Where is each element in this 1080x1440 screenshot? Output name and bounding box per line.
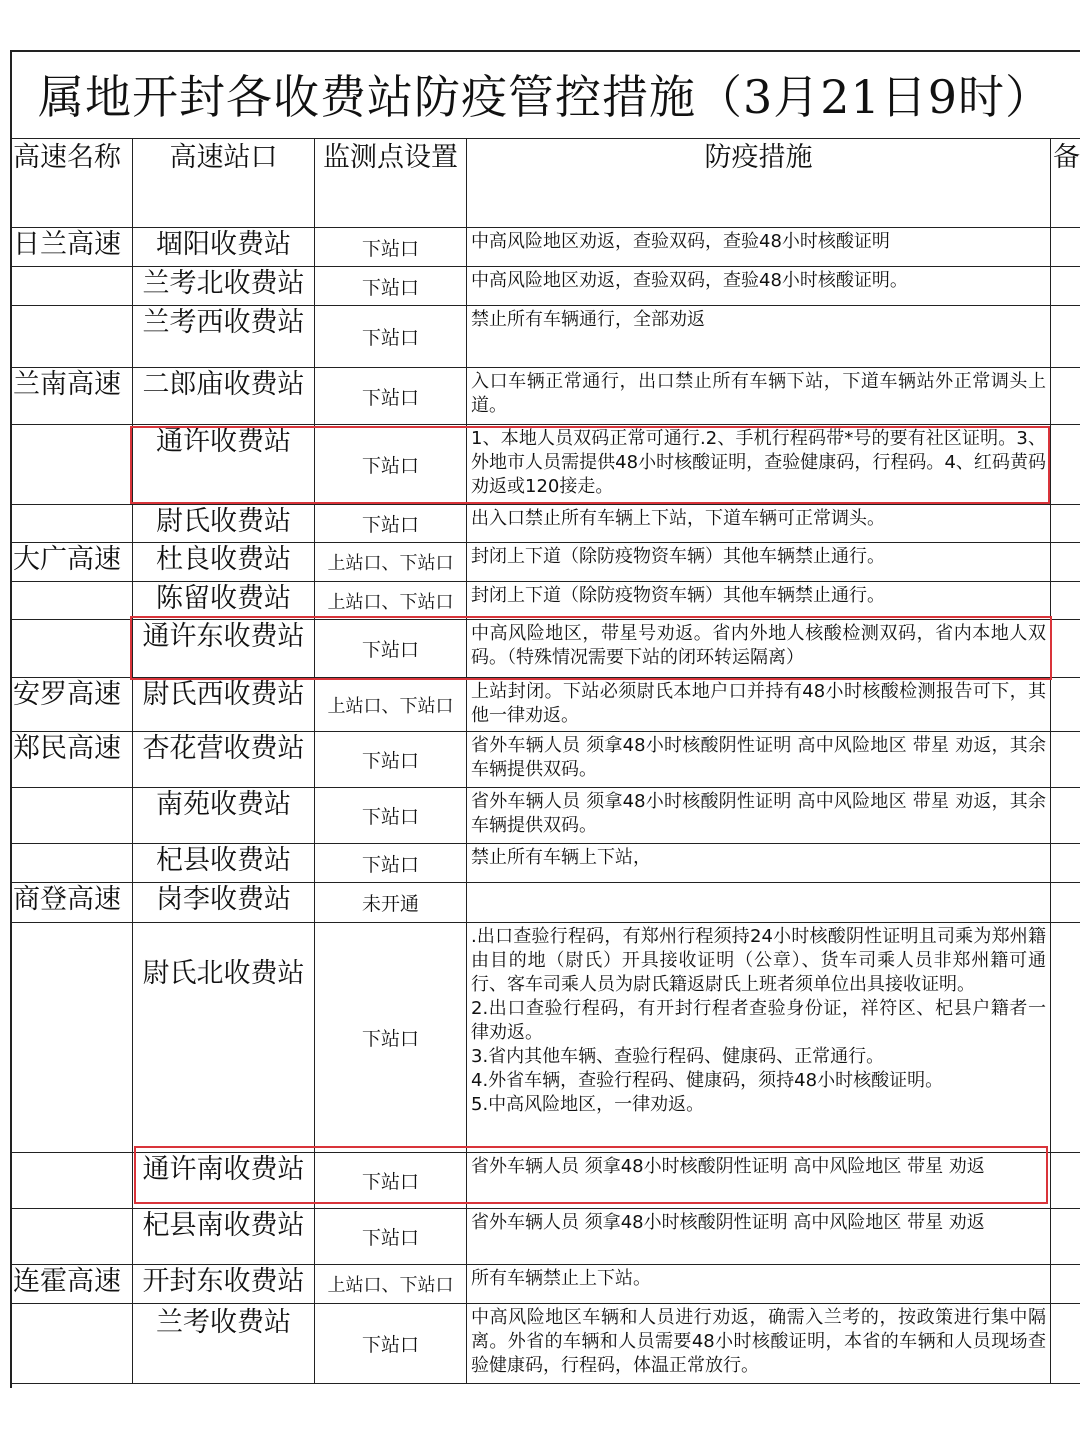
header-monitor: 监测点设置	[315, 139, 467, 228]
cell-measures: 禁止所有车辆通行，全部劝返	[467, 306, 1051, 368]
cell-remarks	[1051, 228, 1080, 267]
cell-station: 通许南收费站	[133, 1153, 315, 1209]
cell-station: 通许东收费站	[133, 620, 315, 678]
cell-highway	[11, 306, 133, 368]
table-row	[11, 1265, 1080, 1304]
cell-measures: 中高风险地区，带星号劝返。省内外地人核酸检测双码，省内本地人双码。（特殊情况需要下站的闭环转运隔离）	[467, 620, 1051, 678]
table-row	[11, 582, 1080, 620]
cell-measures: 1、本地人员双码正常可通行.2、手机行程码带*号的要有社区证明。3、外地市人员需提供48小时核酸证明，查验健康码，行程码。4、红码黄码劝返或120接走。	[467, 425, 1051, 505]
header-station: 高速站口	[133, 139, 315, 228]
cell-remarks	[1051, 368, 1080, 425]
table-row	[11, 505, 1080, 543]
cell-station: 南苑收费站	[133, 788, 315, 844]
cell-monitor: 下站口	[315, 505, 467, 543]
cell-station: 尉氏北收费站	[133, 923, 315, 1153]
table-row	[11, 883, 1080, 923]
cell-remarks	[1051, 425, 1080, 505]
cell-measures: 出入口禁止所有车辆上下站，下道车辆可正常调头。	[467, 505, 1051, 543]
cell-highway	[11, 582, 133, 620]
cell-monitor: 下站口	[315, 267, 467, 306]
cell-monitor: 未开通	[315, 883, 467, 923]
cell-monitor: 下站口	[315, 306, 467, 368]
table-body	[11, 228, 1080, 1384]
cell-station: 杏花营收费站	[133, 732, 315, 788]
cell-remarks	[1051, 543, 1080, 582]
cell-station: 开封东收费站	[133, 1265, 315, 1304]
cell-remarks	[1051, 582, 1080, 620]
cell-remarks	[1051, 678, 1080, 732]
cell-highway	[11, 425, 133, 505]
cell-measures: 禁止所有车辆上下站，	[467, 844, 1051, 883]
cell-remarks	[1051, 620, 1080, 678]
cell-highway: 连霍高速	[11, 1265, 133, 1304]
cell-monitor: 上站口、下站口	[315, 678, 467, 732]
cell-remarks	[1051, 306, 1080, 368]
table-row	[11, 923, 1080, 1153]
cell-remarks	[1051, 1209, 1080, 1265]
cell-remarks	[1051, 923, 1080, 1153]
table-row	[11, 1304, 1080, 1384]
cell-remarks	[1051, 1153, 1080, 1209]
cell-remarks	[1051, 788, 1080, 844]
table-row	[11, 368, 1080, 425]
header-highway: 高速名称	[11, 139, 133, 228]
cell-station: 尉氏西收费站	[133, 678, 315, 732]
highlight-box-tongxu	[130, 426, 1050, 504]
cell-remarks	[1051, 732, 1080, 788]
header-row	[11, 139, 1080, 228]
cell-highway: 郑民高速	[11, 732, 133, 788]
cell-highway	[11, 1153, 133, 1209]
cell-highway	[11, 620, 133, 678]
cell-station: 杞县南收费站	[133, 1209, 315, 1265]
header-measures: 防疫措施	[467, 139, 1051, 228]
cell-station: 陈留收费站	[133, 582, 315, 620]
cell-measures: 省外车辆人员 须拿48小时核酸阴性证明 高中风险地区 带星 劝返	[467, 1153, 1051, 1209]
cell-measures: 封闭上下道（除防疫物资车辆）其他车辆禁止通行。	[467, 543, 1051, 582]
cell-remarks	[1051, 267, 1080, 306]
cell-monitor: 下站口	[315, 1153, 467, 1209]
cell-highway: 兰南高速	[11, 368, 133, 425]
cell-monitor: 下站口	[315, 844, 467, 883]
cell-measures: 中高风险地区劝返，查验双码，查验48小时核酸证明	[467, 228, 1051, 267]
table-row	[11, 306, 1080, 368]
cell-highway: 安罗高速	[11, 678, 133, 732]
cell-monitor: 下站口	[315, 732, 467, 788]
cell-remarks	[1051, 505, 1080, 543]
cell-station: 堌阳收费站	[133, 228, 315, 267]
table-row	[11, 788, 1080, 844]
header-remarks: 备	[1051, 139, 1080, 228]
cell-monitor: 下站口	[315, 368, 467, 425]
cell-remarks	[1051, 1265, 1080, 1304]
cell-station: 二郎庙收费站	[133, 368, 315, 425]
table-row	[11, 267, 1080, 306]
cell-station: 兰考北收费站	[133, 267, 315, 306]
table-row	[11, 1209, 1080, 1265]
cell-monitor: 上站口、下站口	[315, 582, 467, 620]
document-title: 属地开封各收费站防疫管控措施（3月21日9时）	[37, 70, 1053, 124]
cell-station: 岗李收费站	[133, 883, 315, 923]
cell-monitor: 上站口、下站口	[315, 1265, 467, 1304]
cell-highway	[11, 1209, 133, 1265]
cell-monitor: 下站口	[315, 923, 467, 1153]
cell-station: 通许收费站	[133, 425, 315, 505]
cell-monitor: 上站口、下站口	[315, 543, 467, 582]
cell-measures	[467, 883, 1051, 923]
cell-measures: 省外车辆人员 须拿48小时核酸阴性证明 高中风险地区 带星 劝返	[467, 1209, 1051, 1265]
cell-measures: 中高风险地区劝返，查验双码，查验48小时核酸证明。	[467, 267, 1051, 306]
cell-measures: 入口车辆正常通行，出口禁止所有车辆下站，下道车辆站外正常调头上道。	[467, 368, 1051, 425]
cell-measures: 封闭上下道（除防疫物资车辆）其他车辆禁止通行。	[467, 582, 1051, 620]
cell-station: 杞县收费站	[133, 844, 315, 883]
cell-highway	[11, 923, 133, 1153]
cell-station: 兰考收费站	[133, 1304, 315, 1384]
cell-measures: .出口查验行程码，有郑州行程须持24小时核酸阴性证明且司乘为郑州籍由目的地（尉氏）开具接收证明（公章）、货车司乘人员非郑州籍可通行、客车司乘人员为尉氏籍返尉氏上班者须单位出具接收证明。 2.出口查验行程码，有开封行程者查验身份证，祥符区、杞县户籍者一律劝返。 3.省内其他车辆、查验行程码、健康码、正常通行。 4.外省车辆，查验行程码、健康码，须持48小时核酸证明。 5.中高风险地区，一律劝返。	[467, 923, 1051, 1153]
cell-monitor: 下站口	[315, 425, 467, 505]
cell-monitor: 下站口	[315, 1304, 467, 1384]
cell-monitor: 下站口	[315, 620, 467, 678]
cell-highway: 日兰高速	[11, 228, 133, 267]
table-row	[11, 543, 1080, 582]
cell-measures: 省外车辆人员 须拿48小时核酸阴性证明 高中风险地区 带星 劝返，其余车辆提供双码。	[467, 788, 1051, 844]
cell-remarks	[1051, 1304, 1080, 1384]
table-row	[11, 228, 1080, 267]
highlight-box-tongxu-south	[134, 1146, 1048, 1204]
highlight-box-tongxu-east	[130, 616, 1052, 680]
cell-measures: 所有车辆禁止上下站。	[467, 1265, 1051, 1304]
cell-monitor: 下站口	[315, 1209, 467, 1265]
cell-highway	[11, 1304, 133, 1384]
cell-highway	[11, 844, 133, 883]
cell-highway	[11, 267, 133, 306]
table-row	[11, 844, 1080, 883]
cell-measures: 上站封闭。下站必须尉氏本地户口并持有48小时核酸检测报告可下，其他一律劝返。	[467, 678, 1051, 732]
cell-highway	[11, 788, 133, 844]
table-row	[11, 732, 1080, 788]
cell-monitor: 下站口	[315, 788, 467, 844]
cell-monitor: 下站口	[315, 228, 467, 267]
cell-remarks	[1051, 844, 1080, 883]
cell-measures: 省外车辆人员 须拿48小时核酸阴性证明 高中风险地区 带星 劝返，其余车辆提供双码。	[467, 732, 1051, 788]
cell-station: 杜良收费站	[133, 543, 315, 582]
cell-remarks	[1051, 883, 1080, 923]
cell-highway: 商登高速	[11, 883, 133, 923]
cell-measures: 中高风险地区车辆和人员进行劝返，确需入兰考的，按政策进行集中隔离。外省的车辆和人员需要48小时核酸证明，本省的车辆和人员现场查验健康码，行程码，体温正常放行。	[467, 1304, 1051, 1384]
cell-highway	[11, 505, 133, 543]
cell-station: 兰考西收费站	[133, 306, 315, 368]
table-row	[11, 678, 1080, 732]
cell-highway: 大广高速	[11, 543, 133, 582]
cell-station: 尉氏收费站	[133, 505, 315, 543]
